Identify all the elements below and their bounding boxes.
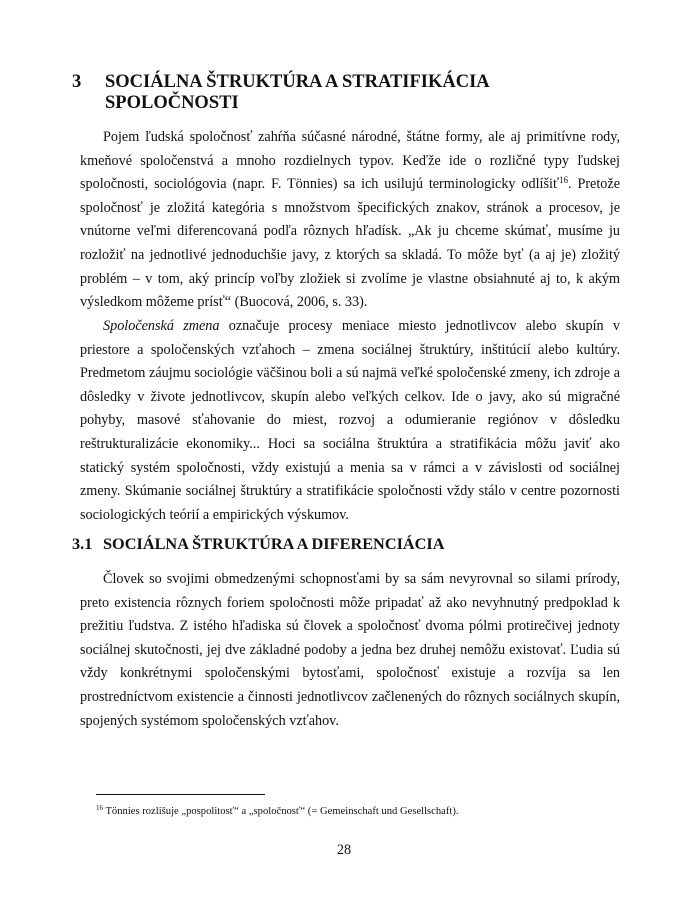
paragraph-3-text: Človek so svojimi obmedzenými schopnosťami by sa sám nevyrovnal so silami prírody, preto existencia rôznych foriem spoločnosti môže pripadať až ako nevyhnutný predpoklad k prežitiu ľudstva. Z istého hľadiska sú človek a spoločnosť dvoma pólmi protirečivej jednoty sociálnej skutočnosti, jej dve základné podoby a jedna bez druhej nemôžu existovať. Ľudia sú vždy konkrétnymi spoločenskými bytosťami, spoločnosť existuje a rozvíja sa len prostredníctvom existencie a činnosti jednotlivcov začlenených do rôznych sociálnych skupín, spojených systémom spoločenských vzťahov. — [80, 571, 620, 729]
section-number: 3.1 — [72, 534, 93, 553]
footnote-number: 16 — [96, 804, 103, 812]
section-title: SOCIÁLNA ŠTRUKTÚRA A DIFERENCIÁCIA — [103, 534, 445, 553]
paragraph-1-text-b: . Pretože spoločnosť je zložitá kategória s množstvom špecifických znakov, stránok a procesov, je vnútorne veľmi diferencovaná podľa rôznych hľadísk. „Ak ju chceme skúmať, musíme ju rozložiť na jednotlivé jednoduchšie javy, z ktorých sa skladá. To môže byť (a aj je) zložitý problém – v tom, aký princíp voľby zložiek si zvolíme je vlastne obsiahnuté aj to, k akým výsledkom môžeme prísť“ (Buocová, 2006, s. 33). — [80, 176, 620, 311]
chapter-number: 3 — [72, 72, 82, 92]
chapter-title-line-1: SOCIÁLNA ŠTRUKTÚRA A STRATIFIKÁCIA — [105, 72, 490, 92]
footnote-reference[interactable]: 16 — [559, 175, 568, 186]
page-number: 28 — [336, 842, 352, 858]
paragraph-1 — [80, 126, 620, 315]
chapter-title — [105, 72, 605, 114]
paragraph-3 — [80, 568, 620, 733]
chapter-title-line-2: SPOLOČNOSTI — [105, 93, 239, 113]
footnote-text: Tönnies rozlišuje „pospolitosť“ a „spoločnosť“ (= Gemeinschaft und Gesellschaft). — [103, 806, 459, 817]
footnote — [96, 805, 459, 819]
paragraph-2-text: označuje procesy meniace miesto jednotlivcov alebo skupín v priestore a spoločenských vzťahoch – zmena sociálnej štruktúry, inštitúcií alebo kultúry. Predmetom záujmu sociológie väčšinou boli a sú najmä veľké spoločenské zmeny, ich zdroje a dôsledky v živote jednotlivcov, skupín alebo veľkých celkov. Ide o javy, ako sú migračné pohyby, masové sťahovanie do miest, rozvoj a odumieranie regiónov v dôsledku reštrukturalizácie ekonomiky... Hoci sa sociálna štruktúra a stratifikácia môžu javiť ako statický systém spoločnosti, vždy existujú a menia sa v rámci a v závislosti od sociálnej zmeny. Skúmanie sociálnej štruktúry a stratifikácie spoločnosti vždy stálo v centre pozornosti sociologických teórií a empirických výskumov. — [80, 318, 621, 523]
paragraph-1-text-a: Pojem ľudská spoločnosť zahŕňa súčasné národné, štátne formy, ale aj primitívne rody, kmeňové spoločenstvá a mnoho rozdielnych typov. Keďže ide o rozličné typy ľudskej spoločnosti, sociológovia (napr. F. Tönnies) sa ich usilujú terminologicky odlíšiť — [80, 129, 620, 193]
italic-term: Spoločenská zmena — [103, 318, 220, 334]
paragraph-2 — [80, 315, 620, 527]
footnote-separator — [96, 794, 265, 795]
